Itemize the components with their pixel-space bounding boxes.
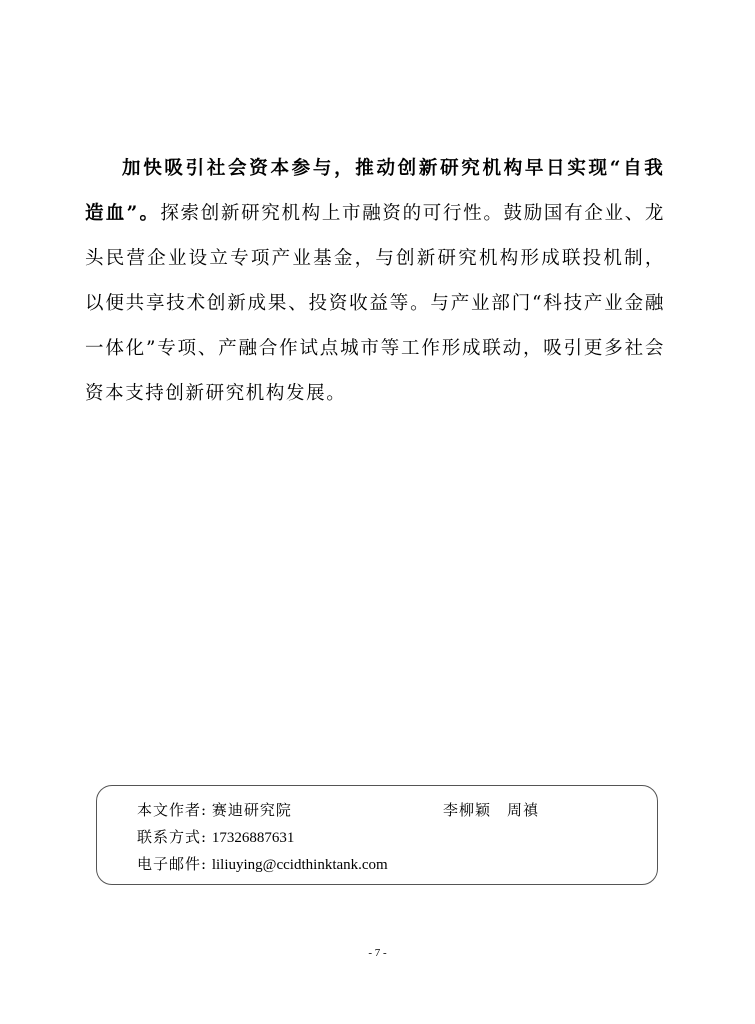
email-address[interactable]: liliuying@ccidthinktank.com: [211, 857, 388, 873]
author-line: [137, 800, 540, 820]
paragraph-body-text: 探索创新研究机构上市融资的可行性。鼓励国有企业、龙头民营企业设立专项产业基金，与创新研究机构形成联投机制，以便共享技术创新成果、投资收益等。与产业部门“科技产业金融一体化”专项、产融合作试点城市等工作形成联动，吸引更多社会资本支持创新研究机构发展。: [85, 203, 665, 404]
body-paragraph: [85, 146, 665, 416]
contact-line: [137, 827, 294, 848]
phone-number: 17326887631: [211, 830, 295, 846]
page-number: - 7 -: [368, 947, 387, 959]
institution-name: 赛迪研究院: [211, 801, 292, 819]
author-names: 李柳颖 周禛: [443, 801, 540, 819]
email-line: [137, 854, 388, 875]
email-label: 电子邮件:: [137, 855, 208, 873]
author-label: 本文作者:: [137, 801, 208, 819]
bold-lead-sentence: 加快吸引社会资本参与，推动创新研究机构早日实现“自我造血”。: [85, 158, 665, 224]
contact-label: 联系方式:: [137, 828, 208, 846]
author-info-box: [96, 785, 658, 885]
